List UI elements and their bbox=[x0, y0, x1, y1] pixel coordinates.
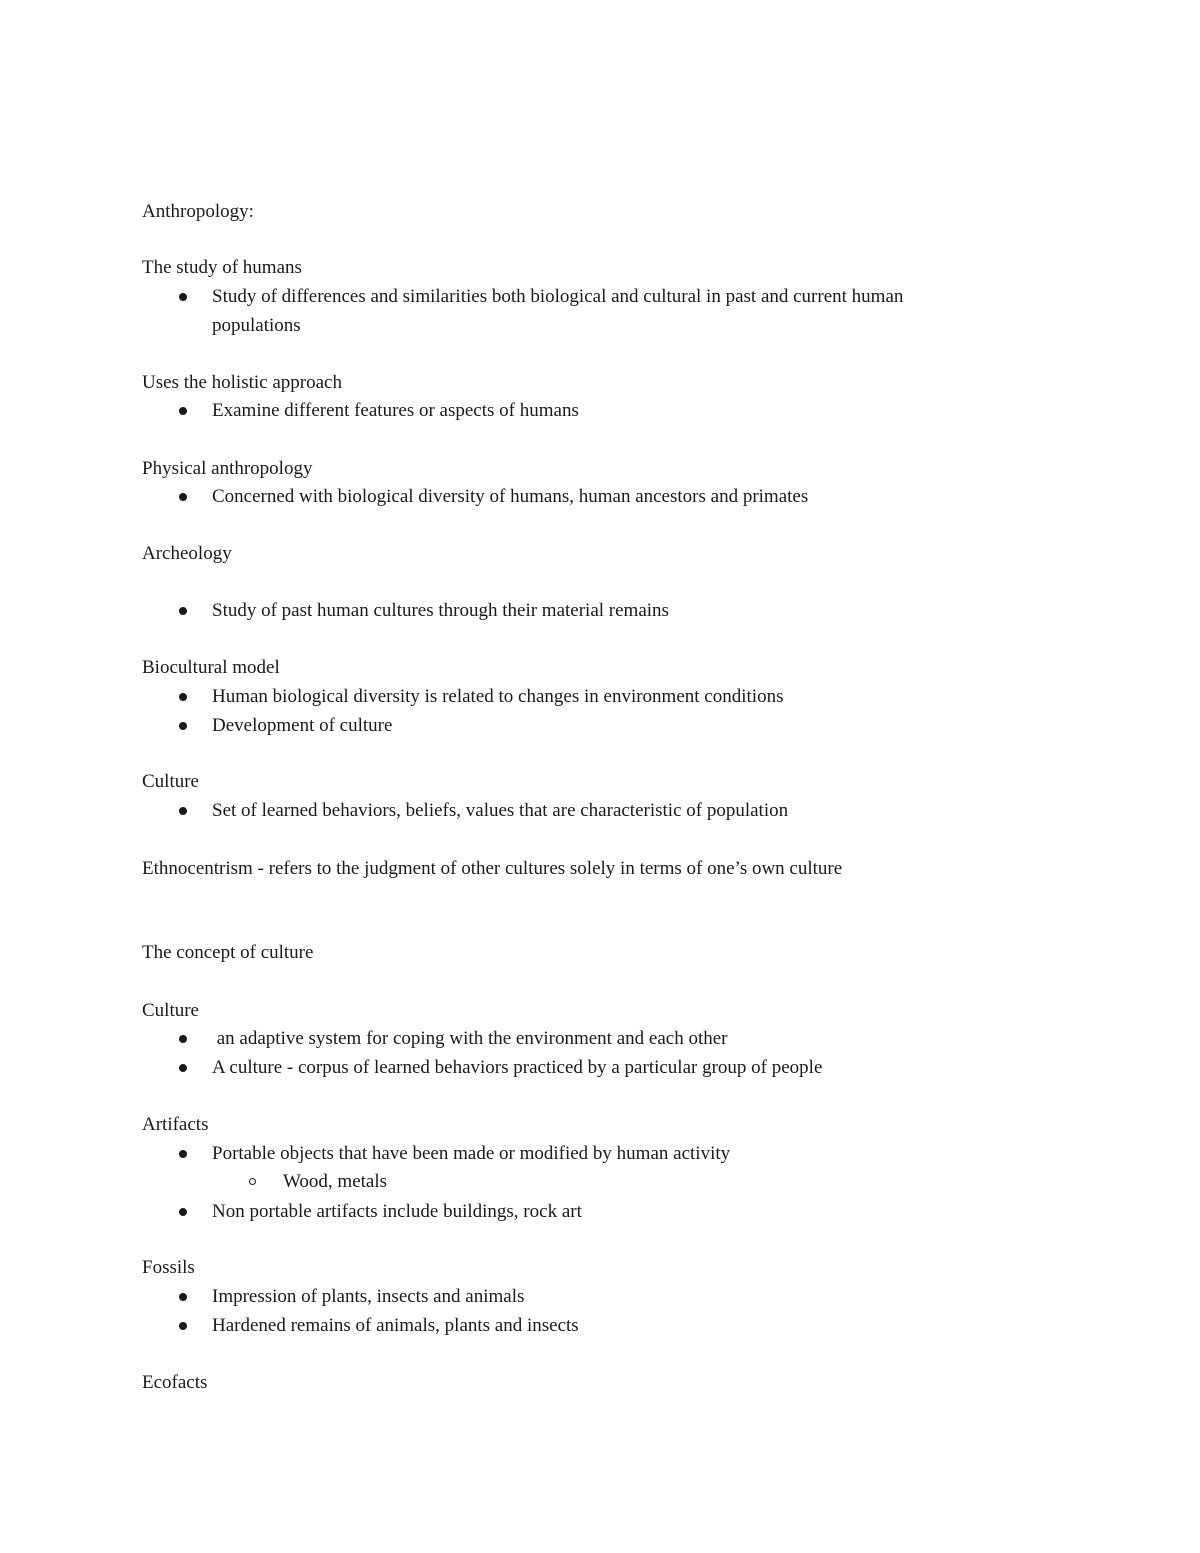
bullet-text: Study of differences and similarities both biological and cultural in past and current human bbox=[212, 286, 904, 307]
bullet-icon bbox=[179, 693, 187, 701]
section-heading: Biocultural model bbox=[142, 657, 280, 678]
bullet-text: Set of learned behaviors, beliefs, values that are characteristic of population bbox=[212, 800, 789, 821]
bullet-text: A culture - corpus of learned behaviors practiced by a particular group of people bbox=[212, 1057, 823, 1078]
bullet-icon bbox=[179, 1064, 187, 1072]
bullet-text: Non portable artifacts include buildings, rock art bbox=[212, 1201, 582, 1222]
bullet-icon bbox=[179, 1322, 187, 1330]
document-title: Anthropology: bbox=[142, 201, 254, 222]
section-heading: Physical anthropology bbox=[142, 458, 313, 479]
section-heading: Culture bbox=[142, 771, 199, 792]
section-heading: Fossils bbox=[142, 1257, 195, 1278]
bullet-icon bbox=[179, 493, 187, 501]
section-heading: The study of humans bbox=[142, 257, 302, 278]
bullet-icon bbox=[179, 293, 187, 301]
bullet-icon bbox=[179, 607, 187, 615]
bullet-icon bbox=[179, 807, 187, 815]
bullet-text: Examine different features or aspects of humans bbox=[212, 400, 579, 421]
bullet-text: Human biological diversity is related to changes in environment conditions bbox=[212, 686, 784, 707]
bullet-icon bbox=[179, 1150, 187, 1158]
bullet-icon bbox=[179, 1293, 187, 1301]
definition-line: Ethnocentrism - refers to the judgment of other cultures solely in terms of one’s own culture bbox=[142, 858, 843, 879]
bullet-text: Concerned with biological diversity of humans, human ancestors and primates bbox=[212, 486, 809, 507]
sub-bullet-text: Wood, metals bbox=[283, 1171, 388, 1192]
section-heading: Artifacts bbox=[142, 1114, 209, 1135]
bullet-icon bbox=[179, 1035, 187, 1043]
section-heading: Uses the holistic approach bbox=[142, 372, 342, 393]
bullet-icon bbox=[179, 407, 187, 415]
section-heading: Archeology bbox=[142, 543, 232, 564]
bullet-icon bbox=[179, 722, 187, 730]
section-heading: Ecofacts bbox=[142, 1372, 208, 1393]
bullet-text: Development of culture bbox=[212, 715, 393, 736]
bullet-text: Portable objects that have been made or modified by human activity bbox=[212, 1143, 731, 1164]
bullet-text: Hardened remains of animals, plants and insects bbox=[212, 1315, 579, 1336]
section-heading: The concept of culture bbox=[142, 942, 314, 963]
bullet-text: an adaptive system for coping with the environment and each other bbox=[212, 1028, 728, 1049]
sub-bullet-icon bbox=[249, 1178, 256, 1185]
bullet-icon bbox=[179, 1208, 187, 1216]
bullet-text-continuation: populations bbox=[212, 315, 301, 336]
bullet-text: Impression of plants, insects and animals bbox=[212, 1286, 525, 1307]
section-heading: Culture bbox=[142, 1000, 199, 1021]
bullet-text: Study of past human cultures through their material remains bbox=[212, 600, 669, 621]
